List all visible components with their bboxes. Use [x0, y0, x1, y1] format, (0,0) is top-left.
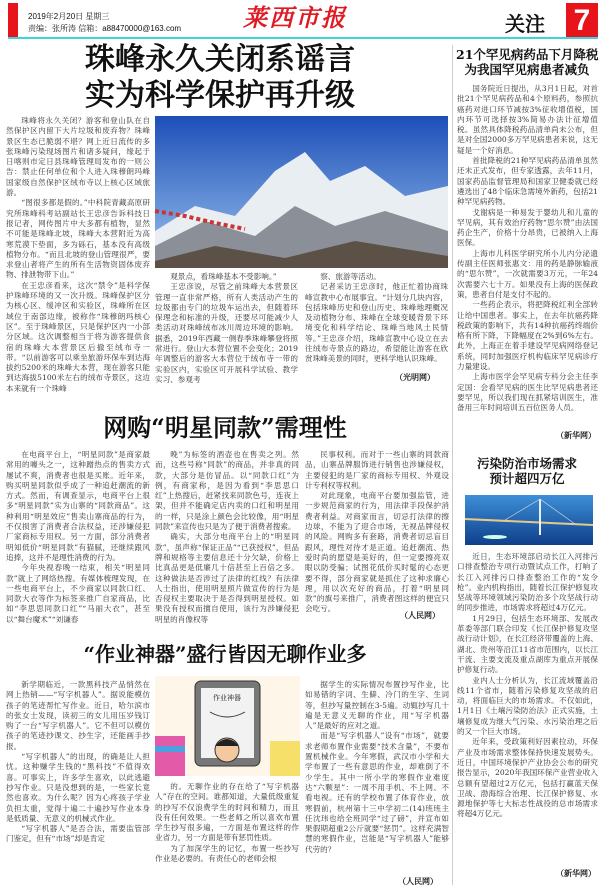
- headline-line: 21个罕见病药品下月降税: [456, 47, 599, 62]
- paragraph: 的。无聊作业的存在给了“写字机器人”存在的空间。谁都知道，大量低级重复的抄写不仅浪费学生的时间和精力，而且没有任何效果。一些老师之所以喜欢布置学生抄写很多遍，一方面是布置这样的作业省力，另一方面是带有惩罚性质。: [155, 782, 299, 843]
- article1-headline: [40, 42, 400, 114]
- paragraph: “图很多都是假的。”中科院青藏高原研究所珠峰科考站副站长王忠彦告诉科技日报记者，网传图片中大多都有植物，显然不可能是珠峰北坡，珠峰大本营附近为高寒荒漠下垫面，多为砾石，基本没有高级植物分布。“而且北坡的登山管理很严，要求登山者将产生的所有生活物资固体废弃物、排泄物带下山。”: [6, 198, 150, 280]
- paragraph: 近年来，受政策利好因素拉动，环保产业及市场需求整体保持快速发展势头。近日，中国环境保护产业协会公布的研究报告显示，2020年我国环保产业营业收入总额有望超过2万亿元，包括打赢蓝天保卫战、渤海综合治理、长江保护修复、水源地保护等七大标志性战役的总市场需求将超4万亿元。: [457, 737, 598, 819]
- header-rule: [8, 37, 598, 39]
- side1-headline: [456, 47, 598, 77]
- masthead-logo: 莱西市报: [243, 3, 347, 32]
- column-divider: [452, 45, 453, 885]
- paragraph: 珠峰将永久关闭？游客和登山队在自然保护区内留下大片垃圾和废弃物？珠峰景区生态已脆弱不堪？网上近日流传的多张珠峰污染现场图片和诸多疑问，缘起于日喀则市定日县珠峰管理局发布的一则公告：禁止任何单位和个人进入珠穆朗玛峰国家级自然保护区绒布寺以上核心区域旅游。: [6, 116, 150, 198]
- article3-headline: “作业神器”盛行皆因无聊作业多: [83, 642, 367, 666]
- article2-col1: [6, 450, 150, 625]
- paragraph: 一些药企表示，将把降税红利全部转让给中国患者。事实上，在去年抗癌药降税政策的影响下，共有14种抗癌药终端价格有所下降，下降幅度在2%到6%左右。此外，上海正在着手建设罕见病网络登记系统，同时加强医疗机构临床罕见病诊疗力量建设。: [457, 300, 598, 372]
- paragraph: 在王忠彦看来，这次“禁令”是科学保护珠峰环境的又一次升级。珠峰保护区分为核心区、缓冲区和实验区，珠峰所在区域位于南部边缘，被称作“珠穆朗玛核心区”。至于珠峰景区，只是保护区内一小部分区域。这次调整相当于将为游客提供食宿的珠峰大本营景区后撤至绒布寺一带。“以前游客可以乘坐旅游环保车到达海拔约5200米的珠峰大本营，现在游客只能到达海拔5100米左右的绒布寺景区，这边本来就有一个珠峰: [6, 280, 150, 393]
- homework-robot-illustration: [155, 676, 300, 776]
- paragraph: 为了加深学生的记忆，布置一些抄写作业是必要的。有责任心的老师会根: [155, 843, 299, 864]
- paragraph: 上海市医学会罕见病专科分会主任李定国：会看罕见病的医生比罕见病患者还要罕见，所以我们现在抓紧培训医生，准备用三年时间培训五百位医务人员。: [457, 372, 598, 413]
- illustration-text: 作业神器: [213, 694, 241, 702]
- paragraph: 确实，大部分电商平台上的“明星同款”，虽声称“保证正品”“已获授权”，但品牌和规格等主要信息还十分欠缺，价格上比真品更是低廉几十倍甚至上百倍之多。这种做法是否涉过了法律的红线？有法律人士指出，使用明星照片做宣传的行为是否侵权主要取决于是否得到明星授权。如果没有授权而擅自使用，该行为涉嫌侵犯明星的肖像权等: [155, 532, 299, 624]
- page-number: 7: [566, 3, 598, 38]
- article2-headline: 网购“明星同款”需理性: [103, 413, 347, 442]
- side2-headline: [456, 456, 598, 486]
- article2-byline: （人民网）: [400, 610, 440, 620]
- article3-col1: [6, 680, 150, 875]
- paragraph: 近日，生态环境部启动长江入河排污口排查整治专项行动暨试点工作，打响了长江入河排污口排查整治工作的“发令枪”。业内机构指出，随着长江保护修复攻坚战等环境领域污染防治多个攻坚战行动的同步推进，市场需求将超过4万亿元。: [457, 552, 598, 613]
- article1-col1: [6, 116, 150, 393]
- paragraph: 察、旅游等活动。: [320, 272, 381, 281]
- header-red-bar: [8, 3, 18, 38]
- side1-body: [457, 84, 598, 424]
- section-title: 关注: [505, 14, 545, 36]
- paragraph: 戈谢病是一种易发于婴幼儿和儿童的罕见病，其有效治疗药物“思尔赞”由法国药企生产，价格十分昂贵，已被纳入上海医保。: [457, 207, 598, 248]
- paragraph: 王忠彦说，尽管之前珠峰大本营景区管理一直非常严格，所有人类活动产生的垃圾都由专门的垃圾车运出去，但随着环保理念和标准的升级，还要尽可能减少人类活动对珠峰绒布冰川周边环境的影响。据悉，2019年西藏一侧春季珠峰攀登将照常进行。登山大本营位置不会变化；2019年调整后的游客大本营位于绒布寺一带的实验区内，实验区可开展科学试验、教学实习、参观考: [155, 282, 298, 384]
- paragraph: 记者采访王忠彦时，他正忙着协商珠峰宣教中心布展事宜。“计划分几块内容，包括珠峰历史和登山历史、珠峰地理概况及动植物分布、珠峰在全球变暖背景下环境变化和科学结论、珠峰当地风土民情等。”王忠彦介绍，珠峰宣教中心设立在去往绒布寺景点的路边，希望能让游客在欣赏珠峰美景的同时，更科学地认识珠峰。: [305, 282, 448, 364]
- bridge-photo: [465, 495, 593, 545]
- paragraph: 今年央视春晚一结束，相关“明星同款”就上了网络热搜。有媒体梳理发现，在一些电商平台上，不少商家以同款口红、同款大衣等作为标签来推广自家商品，比如“李思思同款口红”“马丽大衣”，甚至以“舞台魔术”“刘谦春: [6, 563, 150, 624]
- headline-line: 珠峰永久关闭系谣言: [85, 42, 355, 77]
- article1-col2: [155, 272, 298, 384]
- paragraph: 新学期临近，一款黑科技产品悄然在网上热销——“写字机器人”。据说能模仿孩子的笔迹帮忙写作业。近日，哈尔滨市的张女士发现，读初三的女儿用压岁钱订购了一台“写字机器人”。它不但可以模仿孩子的笔迹抄课文、抄生字，还能画手抄报。: [6, 680, 150, 751]
- article3-col2: [155, 782, 299, 875]
- side2-byline: （新华网）: [556, 868, 596, 878]
- paragraph: 据学生的实际情况布置抄写作业，比如易错的字词、生僻、冷门的生字、生词等，但抄写量控制在3-5遍。动辄抄写几十遍是无意义无聊的作业，用“写字机器人”是最好的应对之道。: [305, 680, 449, 731]
- paragraph: 首批降税的21种罕见病药品清单虽然还未正式发布，但专家透露，去年11月，国家药品监督管理局和国家卫健委就已经遴选出了48个临床急需境外新药，包括21种罕见病药物。: [457, 156, 598, 207]
- paragraph: “写字机器人”的出现，的确是让人担忧。这种赚学生钱的“黑科技”不值得欢喜。可事实上，许多学生喜欢，以此逃避抄写作业。只是没想到的是，一些家长竟然也喜欢。为什么呢？因为心疼孩子学业负担太重，觉得十遍二十遍抄写作业本身是低质量、无意义的机械式作业。: [6, 752, 150, 823]
- paragraph: 晚”为标签的酒壶也在售卖之列。然而，这些号称“同款”的商品，并非真的同款，大部分是仿冒品。以“同款口红”为例，有商家称，是因为看到“李思思口红”上热搜后，赶紧找来同款色号，连夜上架，但并不能确定店内卖的口红和明星用的一样，只是涂上颜色会比较像，用“明星同款”来宣传也只是为了便于消费者搜索。: [155, 450, 299, 532]
- article1-byline: （光明网）: [395, 372, 435, 382]
- article1-col3: [305, 272, 448, 364]
- paragraph: 对此现象，电商平台要加强监管，进一步规范商家的行为，用法律手段保护消费者利益。对商家而言，切忌打法律的擦边球，不能为了迎合市场，无视品牌侵权的风险。网购多有套路，消费者切忌盲目跟风，理性对待才是正道。追赶潮流、热爱时尚的愿望是美好的，但一定要擦亮双眼以防受骗；试图花低价买时髦的心态更要不得，部分商家就是抓住了这种求廉心理，用以次充好的商品，打着“明星同款”的旗号来推广，消费者图这样的便宜只会吃亏。: [305, 491, 449, 614]
- headline-line: 预计超四万亿: [489, 471, 565, 486]
- paragraph: 在电商平台上，“明星同款”是商家最常用的噱头之一，这种蹭热点的售卖方式屡试不爽，消费者也很是买账。近年来，购买明星同款似乎成了一种追赶潮流的新方式。然而，有调查显示，电商平台上很多“明星同款”实为山寨的“同款商品”。这种利用“明星效应”售卖山寨商品的行为，不仅损害了消费者合法权益，还涉嫌侵犯厂家商标专用权。另一方面，部分消费者明知低价“明星同款”有猫腻，还继续跟风追捧，这并不是理性消费的行为。: [6, 450, 150, 562]
- paragraph: 而是“写字机器人”设有“市场”，就要求老师布置作业需要“技术含量”，不要布置机械作业。今年寒假，武汉市小学和大学布置了一些有意思的作业，却难倒了不少学生。其中一所小学的寒假作业难度达“六颗星”：一周不用手机、不上网、不看电视。还有的学校布置了体育作业，放寒假前，杭州第十三中学初二(14)班班主任沈玮也给全班同学“过了磅”，并宣布如果假期超重2公斤就要“惩罚”。这样充满智慧的寒假作业，岂能是“写字机器人”能够代劳的？: [305, 731, 449, 854]
- paragraph: 上海市儿科医学研究所小儿内分泌遗传副主任医师张惠文：用的药是静脉输液的“思尔赞”，一次就需要3万元，一年24次需要六七十万。如果没有上海的医保政策，患者自付是支付不起的。: [457, 248, 598, 299]
- side2-body: [457, 552, 598, 861]
- paragraph: 业内人士分析认为，长江流域覆盖沿线11个省市，随着污染修复攻坚战的启动，将面临巨大的市场需求。不仅如此，1月1日《土壤污染防治法》正式实施，土壤修复成为继大气污染、水污染治理之后的又一个巨大市场。: [457, 675, 598, 737]
- paragraph: 观景点，看珠峰基本不受影响。”: [170, 272, 277, 281]
- editor-info: 责编：张所涛 信箱：a88470000@163.com: [28, 24, 182, 33]
- headline-line: 污染防治市场需求: [476, 456, 577, 471]
- side1-byline: （新华网）: [556, 430, 596, 440]
- everest-photo: [155, 116, 448, 268]
- issue-date: 2019年2月20日 星期三: [28, 12, 110, 21]
- article2-col3: [305, 450, 449, 614]
- article2-col2: [155, 450, 299, 625]
- paragraph: 国务院近日提出，从3月1日起，对首批21个罕见病药品和4个原料药，参照抗癌药对进口环节减按3%征收增值税，国内环节可选择按3%简易办法计征增值税。虽然具体降税药品清单尚未公布，但是对全国2000多万罕见病患者来说，这无疑是一个好消息。: [457, 84, 598, 155]
- paragraph: “写字机器人”是否合法，需要监管部门鉴定，但有“市场”却是肯定: [6, 824, 150, 844]
- article3-col3: [305, 680, 449, 865]
- headline-line: 为我国罕见病患者减负: [464, 62, 590, 77]
- article3-byline: （人民网）: [398, 876, 438, 886]
- paragraph: 1月29日，包括生态环境部、发展改革委等部门联合印发《长江保护修复攻坚战行动计划》，在长江经济带覆盖的上海、湖北、贵州等沿江11省市范围内，以长江干流、主要支流及重点湖库为重点开展保护修复行动。: [457, 613, 598, 675]
- headline-line: 实为科学保护再升级: [85, 78, 355, 113]
- paragraph: 民事权利。而对于一些山寨的同款商品，山寨品牌服饰进行销售也涉嫌侵权，主要侵犯的是厂家的商标专用权、外观设计专利权等权利。: [305, 450, 449, 490]
